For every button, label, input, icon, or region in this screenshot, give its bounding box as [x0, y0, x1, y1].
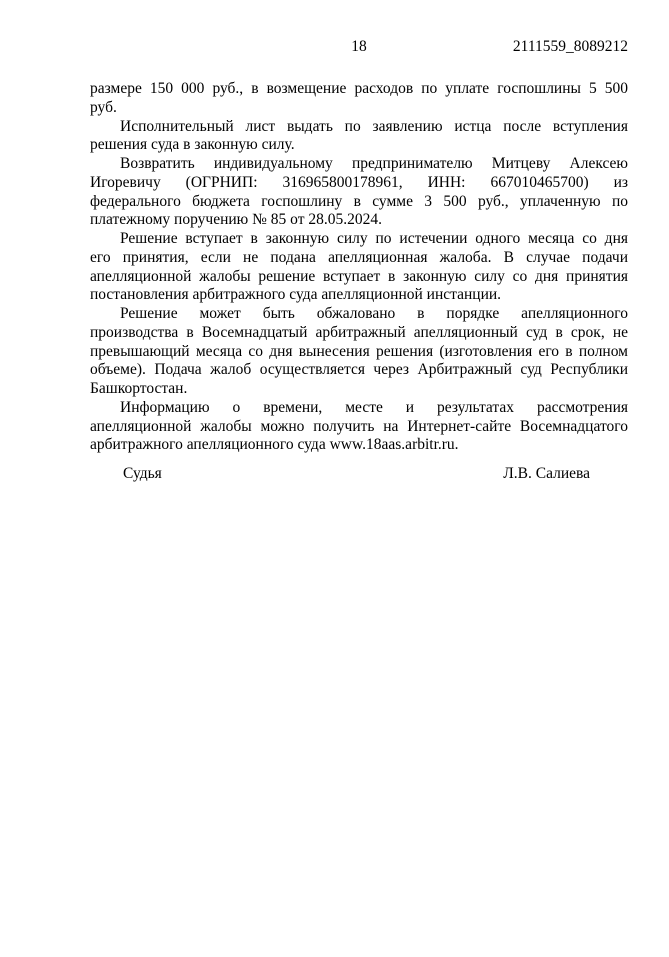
text-line: руб. [90, 98, 117, 116]
document-body [90, 80, 628, 484]
text-line: превышающий месяца со дня вынесения решения (изготовления его в полном [90, 342, 628, 360]
text-line: арбитражного апелляционного суда www.18aas.arbitr.ru. [90, 436, 459, 454]
text-line: апелляционной жалобы решение вступает в законную силу со дня принятия [90, 267, 628, 285]
judge-name: Л.В. Салиева [503, 465, 590, 482]
text-line: производства в Восемнадцатый арбитражный апелляционный суд в срок, не [90, 323, 628, 341]
text-line: апелляционной жалобы можно получить на Интернет-сайте Восемнадцатого [90, 417, 628, 435]
document-id: 2111559_8089212 [512, 38, 628, 55]
text-line: Исполнительный лист выдать по заявлению истца после вступления [120, 117, 628, 135]
text-line: федерального бюджета госпошлину в сумме 3 500 руб., уплаченную по [90, 192, 628, 210]
text-line: решения суда в законную силу. [90, 136, 295, 154]
text-line: постановления арбитражного суда апелляционной инстанции. [90, 286, 502, 304]
text-line: Башкортостан. [90, 380, 188, 397]
page-header [90, 38, 628, 57]
text-line: Возвратить индивидуальному предпринимателю Митцеву Алексею [120, 155, 628, 172]
text-line: его принятия, если не подана апелляционная жалоба. В случае подачи [90, 248, 628, 266]
text-line: Решение вступает в законную силу по истечении одного месяца со дня [120, 230, 628, 247]
signature-row [90, 465, 628, 484]
text-line: Игоревичу (ОГРНИП: 316965800178961, ИНН: 667010465700) из [90, 173, 628, 191]
text-line: платежному поручению № 85 от 28.05.2024. [90, 211, 382, 229]
judge-label: Судья [123, 465, 162, 482]
text-line: объеме). Подача жалоб осуществляется через Арбитражный суд Республики [90, 361, 628, 379]
text-line: размере 150 000 руб., в возмещение расходов по уплате госпошлины 5 500 [90, 80, 628, 97]
text-line: Информацию о времени, месте и результатах рассмотрения [120, 398, 628, 416]
paragraph-lines [90, 80, 628, 455]
text-line: Решение может быть обжаловано в порядке апелляционного [120, 305, 628, 322]
page-number: 18 [351, 38, 367, 55]
